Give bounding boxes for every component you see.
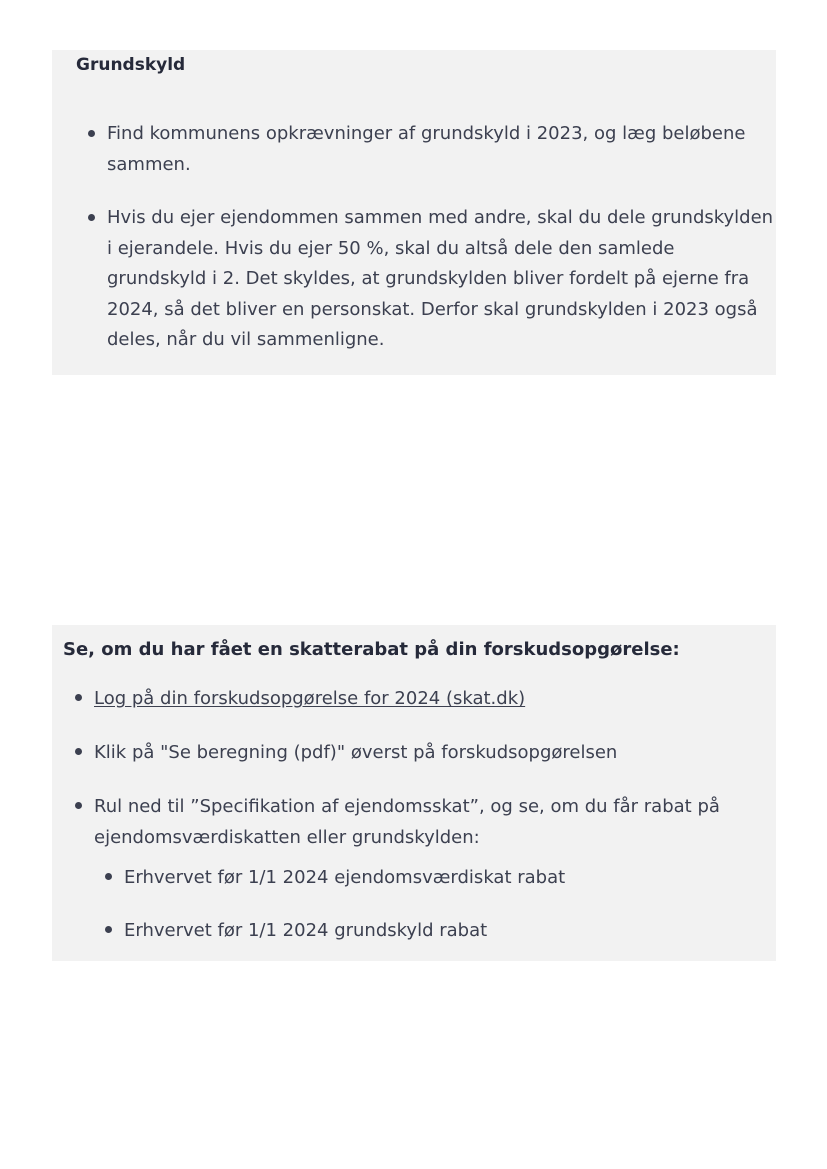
- skatterabat-bullet-list: [94, 683, 766, 946]
- sub-list-item: Erhvervet før 1/1 2024 ejendomsværdiskat rabat: [124, 862, 766, 893]
- list-item: Klik på "Se beregning (pdf)" øverst på forskudsopgørelsen: [94, 737, 766, 768]
- grundskyld-info-box: [52, 50, 776, 375]
- skatterabat-heading: Se, om du har fået en skatterabat på din forskudsopgørelse:: [63, 639, 680, 660]
- forskudsopgoerelse-link[interactable]: Log på din forskudsopgørelse for 2024 (skat.dk): [94, 688, 526, 709]
- sub-list-item: Erhvervet før 1/1 2024 grundskyld rabat: [124, 915, 766, 946]
- rabat-sub-list: [124, 862, 766, 946]
- list-item: Hvis du ejer ejendommen sammen med andre, skal du dele grundskylden i ejerandele. Hvis du ejer 50 %, skal du altså dele den samlede grundskyld i 2. Det skyldes, at grundskylden bliver fordelt på ejerne fra 2024, så det bliver en personskat. Derfor skal grundskylden i 2023 også deles, når du vil sammenligne.: [107, 203, 775, 356]
- list-item-text: Rul ned til ”Specifikation af ejendomsskat”, og se, om du får rabat på ejendomsværdiskatten eller grundskylden:: [94, 796, 720, 848]
- list-item: [94, 683, 766, 714]
- grundskyld-bullet-list: [107, 119, 775, 356]
- grundskyld-heading: Grundskyld: [76, 55, 186, 75]
- skatterabat-info-box: [52, 625, 776, 961]
- list-item: [94, 791, 766, 946]
- list-item: Find kommunens opkrævninger af grundskyld i 2023, og læg beløbene sammen.: [107, 119, 775, 180]
